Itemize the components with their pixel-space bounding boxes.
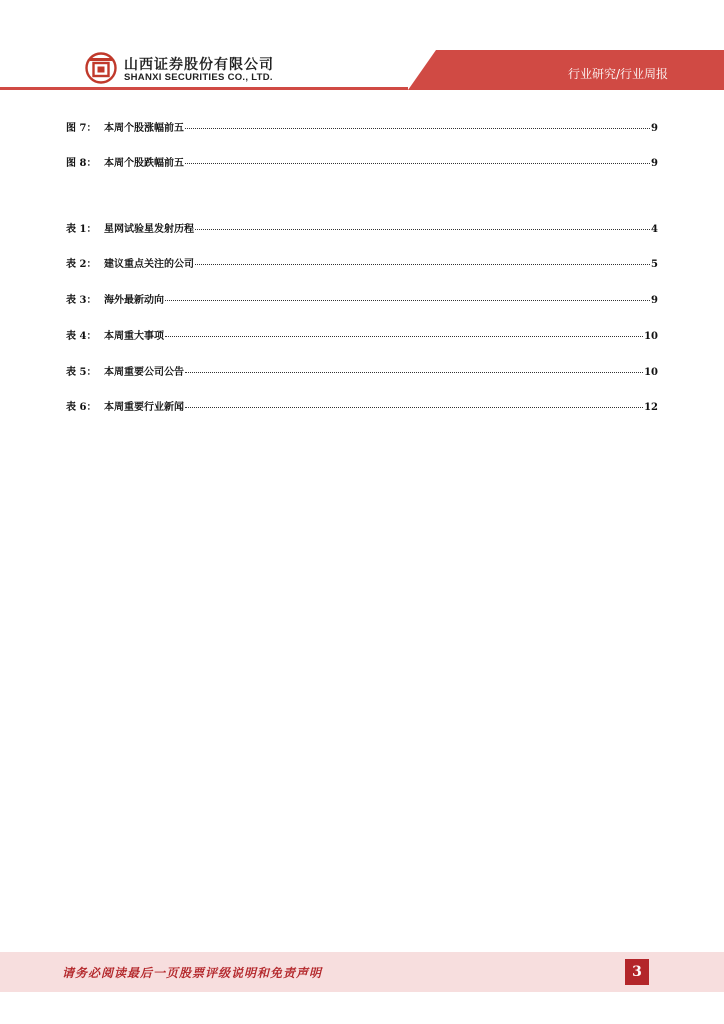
toc-dot-leader (185, 407, 643, 408)
toc-entry-table-1[interactable] (66, 223, 658, 237)
toc-dot-leader (195, 264, 650, 265)
toc-entry-title: 海外最新动向 (104, 295, 164, 306)
toc-entry-page: 4 (651, 224, 658, 235)
toc-dot-leader (165, 336, 643, 337)
toc-entry-table-2[interactable] (66, 258, 658, 272)
toc-entry-page: 10 (644, 367, 658, 378)
toc-entry-page: 10 (644, 331, 658, 342)
toc-dot-leader (185, 163, 650, 164)
toc-entry-table-5[interactable] (66, 366, 658, 380)
company-name-cn: 山西证券股份有限公司 (124, 57, 274, 73)
toc-entry-number: 图 8： (66, 158, 97, 169)
toc-entry-number: 图 7： (66, 123, 97, 134)
toc-entry-number: 表 3： (66, 295, 97, 306)
toc-entry-figure-8[interactable] (66, 157, 658, 171)
toc-entry-number: 表 4： (66, 331, 97, 342)
toc-entry-page: 12 (644, 402, 658, 413)
toc-entry-page: 9 (651, 158, 658, 169)
toc-entry-title: 本周个股涨幅前五 (104, 123, 184, 134)
toc-entry-table-3[interactable] (66, 294, 658, 308)
toc-entry-table-4[interactable] (66, 330, 658, 344)
toc-dot-leader (165, 300, 650, 301)
toc-entry-page: 9 (651, 295, 658, 306)
toc-entry-number: 表 6： (66, 402, 97, 413)
toc-entry-page: 9 (651, 123, 658, 134)
page-footer (0, 952, 724, 992)
toc-dot-leader (185, 372, 643, 373)
toc-entry-number: 表 2： (66, 259, 97, 270)
toc-dot-leader (185, 128, 650, 129)
toc-entry-page: 5 (651, 259, 658, 270)
toc-entry-title: 星网试验星发射历程 (104, 224, 194, 235)
toc-entry-number: 表 1： (66, 224, 97, 235)
toc-entry-title: 本周重大事项 (104, 331, 164, 342)
page-header (0, 0, 724, 92)
toc-entry-table-6[interactable] (66, 401, 658, 415)
toc-entry-title: 建议重点关注的公司 (104, 259, 194, 270)
report-type-label: 行业研究/行业周报 (567, 67, 668, 81)
company-name-en: SHANXI SECURITIES CO., LTD. (124, 72, 273, 83)
toc-dot-leader (195, 229, 650, 230)
shanxi-securities-logo-icon (85, 52, 117, 84)
page-number-badge: 3 (625, 959, 649, 985)
toc-entry-number: 表 5： (66, 367, 97, 378)
disclaimer-notice: 请务必阅读最后一页股票评级说明和免责声明 (62, 966, 323, 980)
toc-entry-title: 本周重要公司公告 (104, 367, 184, 378)
toc-entry-title: 本周个股跌幅前五 (104, 158, 184, 169)
toc-entry-figure-7[interactable] (66, 122, 658, 136)
toc-entry-title: 本周重要行业新闻 (104, 402, 184, 413)
